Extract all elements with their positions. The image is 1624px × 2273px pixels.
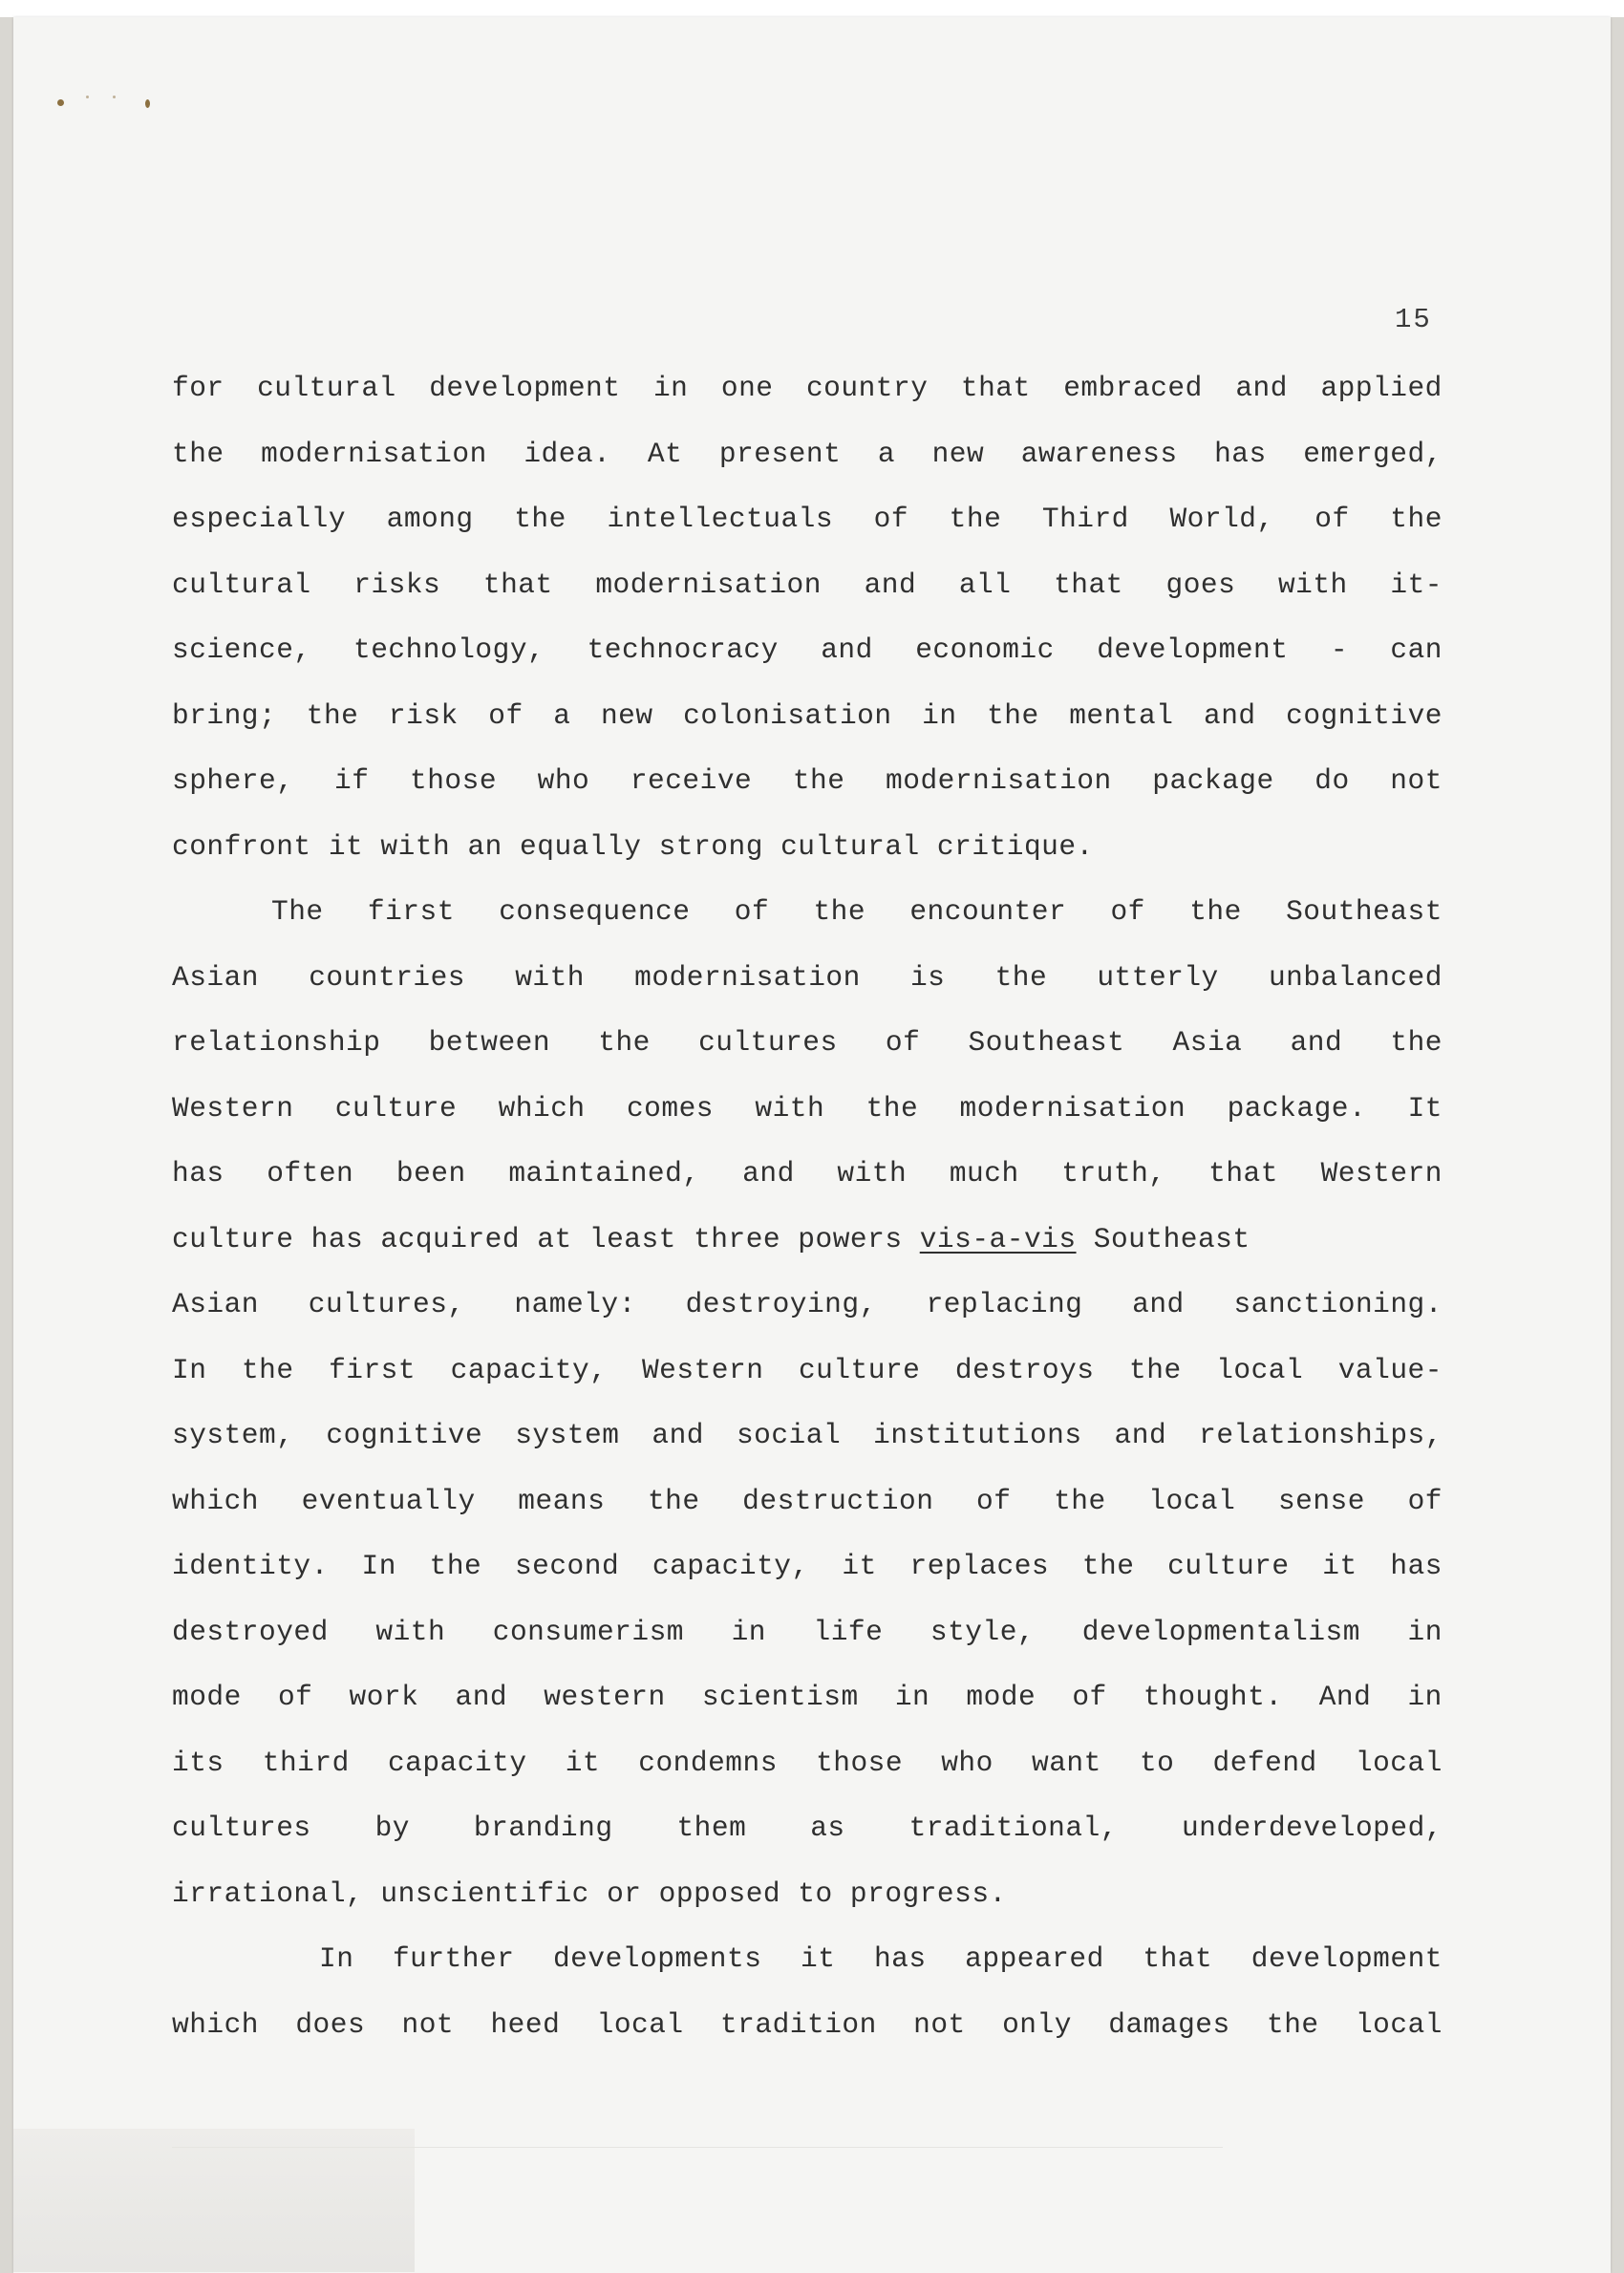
text-segment: culture has acquired at least three powers [172, 1222, 903, 1255]
word: the [1129, 1353, 1182, 1386]
word: cultures [172, 1812, 311, 1844]
page-number: 15 [1395, 304, 1432, 335]
word: mode [172, 1681, 242, 1713]
word: has [1214, 437, 1267, 470]
word: science, [172, 633, 311, 666]
word: the [429, 1550, 482, 1582]
text-line [172, 355, 1442, 421]
word: for [172, 372, 224, 404]
text-line [172, 1010, 1442, 1076]
paper-speck [86, 96, 89, 98]
word: culture [798, 1353, 921, 1386]
text-segment: Southeast [1093, 1222, 1250, 1255]
word: the [514, 503, 566, 535]
text-line [172, 879, 1442, 945]
word: package. [1227, 1091, 1367, 1125]
word: that [1054, 568, 1123, 601]
word: is [909, 960, 946, 994]
word: value- [1337, 1353, 1442, 1386]
underlined-term: vis-a-vis [919, 1222, 1077, 1255]
text-line: irrational, unscientific or opposed to progress. [172, 1876, 1007, 1910]
word: thought. [1143, 1681, 1283, 1713]
text-line [172, 1076, 1442, 1142]
word: development [429, 372, 621, 404]
word: of [885, 1026, 921, 1059]
word: capacity, [652, 1550, 809, 1582]
paragraph-3 [172, 1926, 1442, 2057]
word: cognitive [1286, 698, 1442, 732]
word: modernisation [959, 1091, 1186, 1125]
text-line [172, 1403, 1442, 1469]
word: of [488, 698, 524, 732]
text-line [172, 748, 1442, 814]
word: utterly [1097, 960, 1219, 994]
word: sanctioning. [1233, 1288, 1442, 1320]
scan-shadow [13, 2129, 415, 2272]
word: it [801, 1942, 836, 1975]
word: the [1390, 503, 1442, 535]
word: which [172, 1484, 260, 1517]
word: cultural [172, 568, 311, 601]
word: its [172, 1746, 224, 1779]
word: it [1322, 1550, 1357, 1582]
word: with [837, 1157, 908, 1190]
word: who [537, 764, 590, 797]
word: replacing [926, 1288, 1083, 1320]
text-line [172, 1469, 1442, 1534]
word: developments [552, 1942, 762, 1975]
word: and [1235, 372, 1288, 404]
word: the [1267, 2007, 1319, 2041]
word: mental [1069, 698, 1174, 732]
text-line [172, 1599, 1442, 1665]
word: culture [334, 1091, 458, 1125]
word: Western [641, 1353, 764, 1386]
word: has [873, 1942, 927, 1975]
word: institutions [873, 1419, 1082, 1451]
word: life [813, 1615, 884, 1648]
text-line [172, 1338, 1442, 1404]
word: cultures [698, 1026, 838, 1059]
word: In [361, 1550, 396, 1582]
word: idea. [524, 437, 611, 470]
word: colonisation [683, 698, 892, 732]
paper-speck [57, 99, 64, 106]
word: mode [966, 1681, 1036, 1713]
word: the [1189, 895, 1242, 928]
word: and [1114, 1419, 1167, 1451]
word: the [1081, 1550, 1135, 1582]
text-line [172, 1730, 1442, 1796]
word: condemns [638, 1746, 778, 1779]
word: in [922, 698, 957, 732]
word: that [960, 372, 1031, 404]
word: if [334, 764, 370, 797]
word: not [1390, 764, 1442, 797]
paragraph-1 [172, 355, 1442, 879]
word: western [544, 1681, 666, 1713]
word: who [941, 1746, 994, 1779]
word: with [755, 1091, 825, 1125]
word: destroyed [172, 1615, 329, 1648]
word: those [816, 1746, 904, 1779]
word: local [1355, 1746, 1442, 1779]
word: as [810, 1812, 845, 1844]
faint-rule [172, 2147, 1223, 2148]
word: especially [172, 503, 347, 535]
word: intellectuals [607, 503, 834, 535]
text-line [172, 486, 1442, 552]
word: the [598, 1026, 651, 1059]
word: much [949, 1157, 1019, 1190]
word: branding [473, 1812, 613, 1844]
word: - [1330, 633, 1349, 666]
word: local [1355, 2007, 1442, 2041]
word: identity. [172, 1550, 329, 1582]
word: damages [1108, 2007, 1230, 2041]
word: underdeveloped, [1181, 1812, 1442, 1844]
word: one [720, 372, 774, 404]
word: second [514, 1550, 620, 1582]
word: modernisation [595, 568, 822, 601]
word: not [401, 2007, 455, 2041]
word: World, [1169, 503, 1274, 535]
word: defend [1212, 1746, 1317, 1779]
word: has [172, 1157, 224, 1190]
word: work [349, 1681, 419, 1713]
word: Western [172, 1091, 294, 1125]
word: embraced [1063, 372, 1203, 404]
word: which [498, 1091, 586, 1125]
word: and [742, 1157, 795, 1190]
word: development [1097, 633, 1289, 666]
word: eventually [301, 1484, 476, 1517]
word: Asian [172, 960, 260, 994]
word: new [931, 437, 985, 470]
word: namely: [514, 1288, 636, 1320]
word: of [1072, 1681, 1107, 1713]
word: capacity, [450, 1353, 608, 1386]
word: local [1148, 1484, 1236, 1517]
word: Asia [1172, 1026, 1243, 1059]
text-line: confront it with an equally strong cultural critique. [172, 829, 1094, 863]
word: in [1407, 1681, 1442, 1713]
word: a [877, 437, 896, 470]
word: countries [309, 960, 466, 994]
word: appeared [965, 1942, 1104, 1975]
word: means [518, 1484, 606, 1517]
word: risks [353, 568, 441, 601]
word: the [792, 764, 845, 797]
word: country [805, 372, 929, 404]
word: the [994, 960, 1048, 994]
word: cultures, [308, 1288, 465, 1320]
paper-speck [145, 99, 150, 108]
word: sphere, [172, 764, 294, 797]
word: cognitive [326, 1419, 483, 1451]
word: and [864, 568, 917, 601]
word: capacity [387, 1746, 527, 1779]
word: with [515, 960, 585, 994]
word: maintained, [508, 1157, 700, 1190]
word: cultural [257, 372, 396, 404]
word: relationship [172, 1026, 381, 1059]
word: system [515, 1419, 620, 1451]
paragraph-2 [172, 879, 1442, 1926]
word: in [1407, 1615, 1442, 1648]
word: modernisation [886, 764, 1112, 797]
word: and [1290, 1026, 1343, 1059]
word: the [813, 895, 866, 928]
text-line [172, 1795, 1442, 1861]
word: the [172, 437, 224, 470]
word: do [1314, 764, 1350, 797]
word: of [976, 1484, 1012, 1517]
page-top-margin [0, 0, 1624, 17]
word: with [1277, 568, 1348, 601]
text-line [172, 1207, 1442, 1273]
text-line [172, 1272, 1442, 1338]
text-line [172, 552, 1442, 618]
word: the [987, 698, 1039, 732]
word: present [718, 437, 842, 470]
word: further [392, 1942, 515, 1975]
word: the [1054, 1484, 1106, 1517]
word: and [652, 1419, 704, 1451]
word: by [374, 1812, 410, 1844]
word: destroys [954, 1353, 1095, 1386]
word: In [319, 1942, 354, 1975]
word: does [295, 2007, 366, 2041]
text-line [172, 1926, 1442, 1992]
word: destroying, [685, 1288, 877, 1320]
word: risk [388, 698, 459, 732]
word: to [1139, 1746, 1175, 1779]
word: local [1216, 1353, 1304, 1386]
word: modernisation [261, 437, 487, 470]
word: technology, [353, 633, 545, 666]
text-line [172, 1533, 1442, 1599]
word: The [271, 895, 324, 928]
word: it [842, 1550, 877, 1582]
word: and [1204, 698, 1256, 732]
word: of [1407, 1484, 1442, 1517]
word: with [375, 1615, 446, 1648]
word: relationships, [1199, 1419, 1442, 1451]
word: the [306, 698, 359, 732]
word: modernisation [634, 960, 861, 994]
word: often [267, 1157, 354, 1190]
word: destruction [742, 1484, 934, 1517]
word: unbalanced [1268, 960, 1442, 994]
word: consumerism [492, 1615, 684, 1648]
word: goes [1165, 568, 1236, 601]
word: tradition [719, 2007, 877, 2041]
word: the [1390, 1026, 1442, 1059]
word: It [1407, 1091, 1442, 1125]
word: want [1032, 1746, 1101, 1779]
word: third [262, 1746, 350, 1779]
text-line [172, 1141, 1442, 1207]
word: of [277, 1681, 313, 1713]
word: and [821, 633, 873, 666]
word: consequence [499, 895, 691, 928]
word: social [736, 1419, 842, 1451]
word: emerged, [1303, 437, 1442, 470]
word: development [1250, 1942, 1442, 1975]
word: encounter [909, 895, 1067, 928]
word: which [172, 2007, 260, 2041]
word: local [596, 2007, 684, 2041]
word: replaces [909, 1550, 1050, 1582]
text-line [172, 421, 1442, 487]
word: bring; [172, 698, 277, 732]
word: only [1002, 2007, 1072, 2041]
word: has [1390, 1550, 1442, 1582]
word: can [1390, 633, 1442, 666]
word: not [913, 2007, 966, 2041]
word: first [329, 1353, 417, 1386]
word: awareness [1020, 437, 1178, 470]
word: system, [172, 1419, 294, 1451]
word: developmentalism [1081, 1615, 1360, 1648]
word: and [1132, 1288, 1185, 1320]
word: Western [1320, 1157, 1442, 1190]
word: scientism [701, 1681, 859, 1713]
word: receive [630, 764, 753, 797]
word: and [455, 1681, 508, 1713]
word: Asian [172, 1288, 260, 1320]
word: those [410, 764, 498, 797]
word: In [172, 1353, 207, 1386]
word: comes [626, 1091, 714, 1125]
word: among [386, 503, 474, 535]
word: that [1208, 1157, 1278, 1190]
word: of [734, 895, 770, 928]
word: applied [1320, 372, 1442, 404]
word: in [731, 1615, 766, 1648]
text-line [172, 945, 1442, 1011]
word: economic [915, 633, 1055, 666]
word: sense [1277, 1484, 1365, 1517]
word: truth, [1061, 1157, 1166, 1190]
word: culture [1167, 1550, 1290, 1582]
word: the [949, 503, 1002, 535]
text-line [172, 1992, 1442, 2058]
word: the [241, 1353, 294, 1386]
word: style, [930, 1615, 1036, 1648]
word: the [647, 1484, 700, 1517]
word: that [482, 568, 553, 601]
word: them [676, 1812, 747, 1844]
word: that [1143, 1942, 1213, 1975]
word: of [1314, 503, 1350, 535]
word: of [1110, 895, 1145, 928]
word: traditional, [908, 1812, 1118, 1844]
text-line [172, 683, 1442, 749]
word: technocracy [587, 633, 779, 666]
word: a [553, 698, 571, 732]
word: Third [1041, 503, 1129, 535]
paper-speck [113, 96, 116, 98]
word: the [865, 1091, 919, 1125]
word: of [873, 503, 909, 535]
word: been [395, 1157, 466, 1190]
word: heed [490, 2007, 561, 2041]
word: in [894, 1681, 930, 1713]
word: package [1152, 764, 1274, 797]
word: in [652, 372, 689, 404]
word: And [1318, 1681, 1372, 1713]
word: first [367, 895, 455, 928]
word: Southeast [968, 1026, 1125, 1059]
text-line [172, 1664, 1442, 1730]
word: At [647, 437, 683, 470]
document-body [172, 355, 1442, 2057]
word: between [428, 1026, 551, 1059]
word: new [600, 698, 653, 732]
word: it- [1390, 568, 1442, 601]
text-line [172, 617, 1442, 683]
word: it [565, 1746, 601, 1779]
word: all [958, 568, 1012, 601]
word: Southeast [1286, 895, 1442, 928]
